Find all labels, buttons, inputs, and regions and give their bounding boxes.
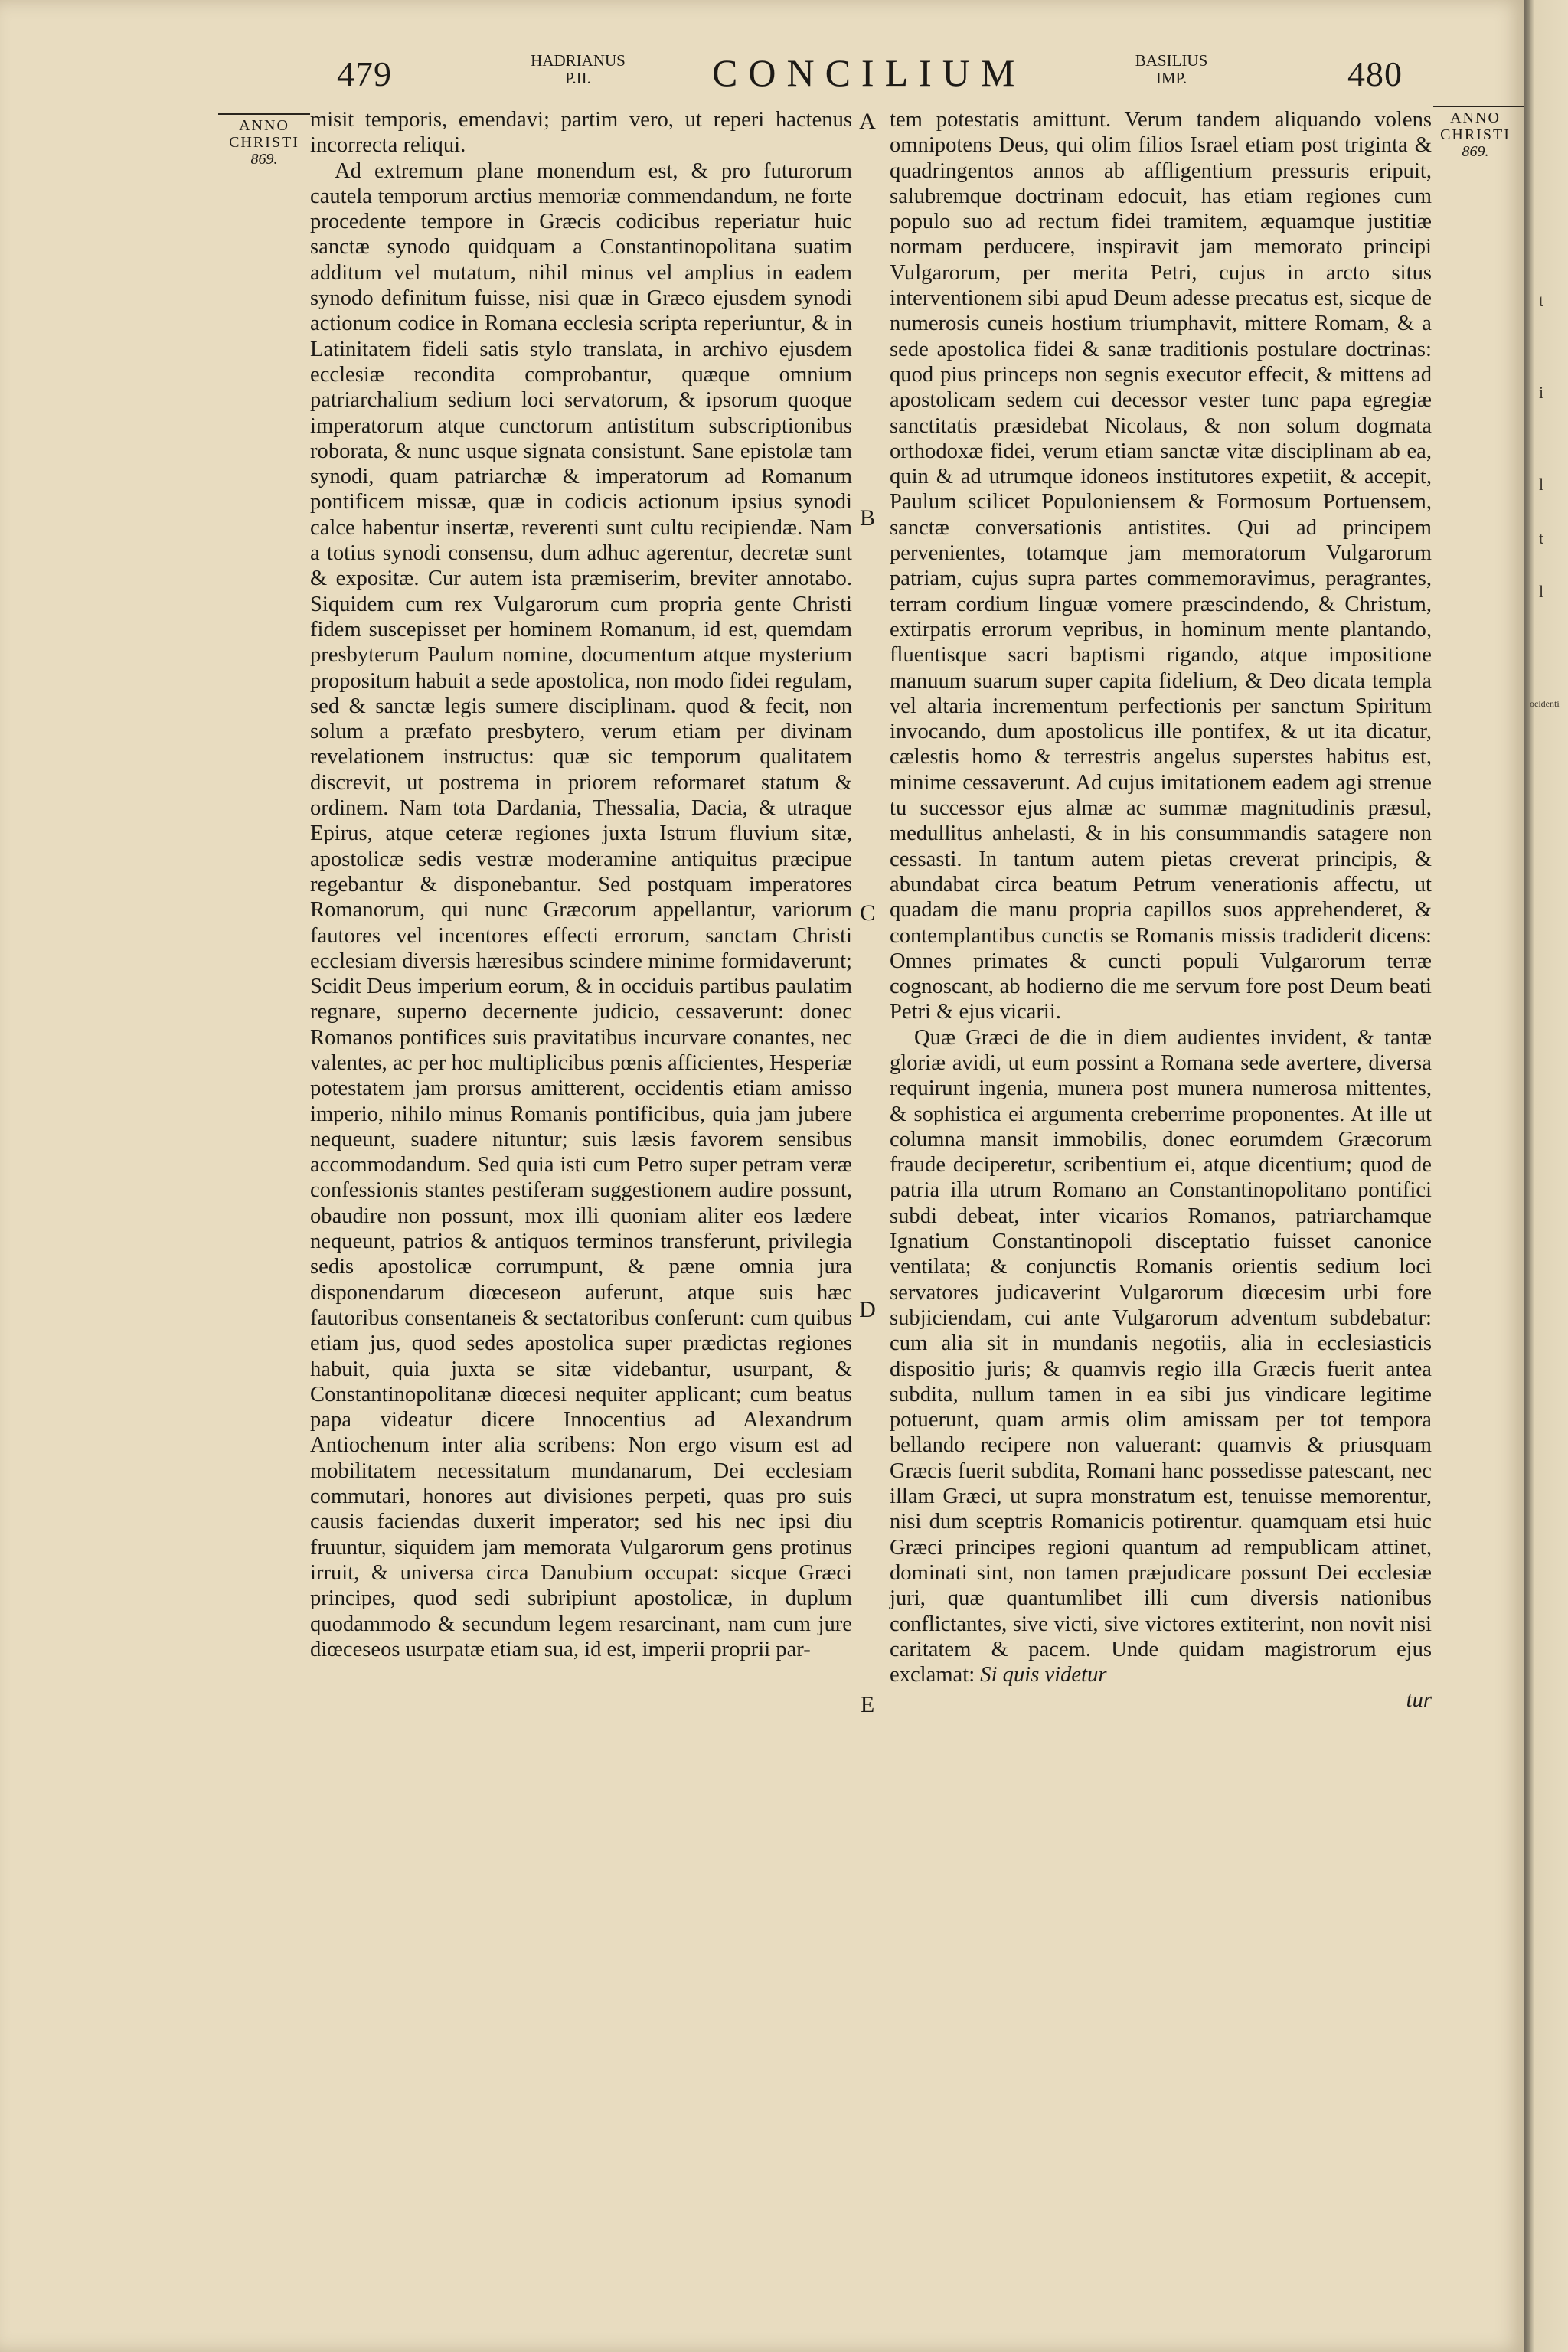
running-head-left-line2: P.II. [565, 69, 591, 87]
edge-letter: t [1539, 528, 1544, 547]
margin-christi: CHRISTI [1440, 126, 1511, 143]
running-head-left-line1: HADRIANUS [531, 51, 626, 70]
edge-letter: t [1539, 291, 1544, 310]
margin-note-left [211, 113, 318, 168]
margin-anno: ANNO [239, 117, 289, 134]
margin-note-right [1433, 106, 1517, 160]
section-letter-c: C [859, 900, 875, 926]
margin-rule [1433, 106, 1525, 107]
left-paragraph-2: Ad extremum plane monendum est, & pro futurorum cautela temporum arctius memoriæ commendandum, ne forte procedente tempore in Græcis codicibus reperiatur huic sanctæ synodo quidquam a Constantinopolitana suatim additum vel mutatum, nihil minus vel amplius in eadem synodo definitum fuisse, nisi quæ in Græco ejusdem synodi actionum codice in Romana ecclesia scripta reperiuntur, & in Latinitatem fideli satis stylo translata, in archivo ejusdem ecclesiæ recondita comprobantur, quæque omnium patriarchalium sedium loci servatorum, & ipsorum quoque imperatorum atque cunctorum antistitum subscriptionibus roborata, & nunc usque signata consistunt. Sane epistolæ tam synodi, quam patriarchæ & imperatorum ad Romanum pontificem missæ, quæ in codicis actionum ipsius synodi calce habentur insertæ, reverenti sunt cultu recipiendæ. Nam a totius synodi consensu, dum adhuc agerentur, decretæ sunt & expositæ. Cur autem ista præmiserim, breviter annotabo. Siquidem cum rex Vulgarorum cum propria gente Christi fidem suscepisset per hominem Romanum, id est, quemdam presbyterum Paulum nomine, documentum atque mysterium propositum habuit a sede apostolica, non modo fidei regulam, sed & sanctæ legis sumere disciplinam. quod & fecit, non solum a præfato presbytero, verum etiam per divinam revelationem instructus: quæ sic temporum qualitatem discrevit, ut postrema in priorem reformaret statum & ordinem. Nam tota Dardania, Thessalia, Dacia, & utraque Epirus, atque ceteræ regiones juxta Istrum fluvium sitæ, apostolicæ sedis vestræ moderamine antiquitus præcipue regebantur & disponebantur. Sed postquam imperatores Romanorum, qui nunc Græcorum appellantur, variorum fautores vel incentores effecti errorum, sanctam Christi ecclesiam diversis hæresibus scindere minime formidaverunt; Scidit Deus imperium eorum, & in occiduis partibus paulatim regnare, superno decernente judicio, cessaverunt: donec Romanos pontifices suis pravitatibus incurvare conantes, nec valentes, ac per hoc multiplicibus pœnis afficientes, Hesperiæ potestatem jam prorsus amitterent, occidentis etiam amisso imperio, nihilo minus Romanis pontificibus, quia jam jubere nequeunt, suadere nituntur; suis læsis favorem sensibus accommodandum. Sed quia isti cum Petro super petram veræ confessionis stantes pestiferam suggestionem audire possunt, obaudire non possunt, mox illi quoniam aliter eos lædere nequeunt, patrios & antiquos terminos transferunt, privilegia sedis apostolicæ corrumpunt, & pæne omnia jura disponendarum diœceseon auferunt, atque suis hæc fautoribus consentaneis & sectatoribus conferunt: cum quibus etiam jus, quod sedes apostolica super prædictas regiones habuit, quia juxta se sitæ videbantur, usurpant, & Constantinopolitanæ diœcesi nequiter applicant; cum beatus papa videatur dicere Innocentius ad Alexandrum Antiochenum inter alia scribens: Non ergo visum est ad mobilitatem necessitatum mundanarum, Dei ecclesiam commutari, honores aut divisiones perpeti, quas pro suis causis faciendas duxerit imperator; sed his nec ipsi diu fruuntur, siquidem jam memorata Vulgarorum gens protinus irruit, & universa circa Danubium occupat: sicque Græci principes, quod sedi subripiunt apostolicæ, in duplum quodammodo & secundum legem resarcinant, nam cum jure diœceseos usurpatæ etiam sua, id est, imperii proprii par- [310, 158, 852, 1661]
left-column [310, 107, 852, 1662]
running-head-right [1110, 52, 1233, 87]
margin-christi: CHRISTI [229, 134, 299, 151]
next-page-edge [1524, 0, 1568, 2352]
edge-annotation: ocidenti [1530, 698, 1560, 709]
margin-year: 869. [1462, 143, 1489, 160]
right-column [890, 107, 1432, 1713]
right-paragraph-1: tem potestatis amittunt. Verum tandem aliquando volens omnipotens Deus, qui olim filios Israel etiam post triginta & quadringentos annos ab affligentium pressuris eripuit, salubremque doctrinam edocuit, has etiam regiones cum populo suo ad rectum fidei tramitem, æquamque justitiæ normam perducere, inspiravit jam memorato principi Vulgarorum, per merita Petri, cujus in arcto situs interventionem sibi apud Deum adesse precatus est, sicque de numerosis cuneis hostium triumphavit, mittere Romam, & a sede apostolica fidei & sanæ traditionis postulare doctrinas: quod pius princeps non segnis executor effecit, & mittens ad apostolicam sedem cui decessor vester tunc papa egregiæ sanctitatis præsidebat Nicolaus, & non solum dogmata orthodoxæ fidei, verum etiam sanctæ vitæ disciplinam ab ea, quin & ad utrumque idoneos institutores expetiit, & accepit, Paulum scilicet Populoniensem & Formosum Portuensem, sanctæ conversationis antistites. Qui ad principem pervenientes, totamque jam memoratorum Vulgarorum patriam, cujus supra partes commemoravimus, peragrantes, terram cordium linguæ vomere præscindendo, & Christum, extirpatis errorum vepribus, in hominum mente plantando, fluentisque sacri baptismi rigando, atque impositione manuum suarum super capita fidelium, & Deo dicata templa vel altaria incrementum perfectionis per sanctum Spiritum invocando, dum apostolicus ille pontifex, & ut ita dicatur, cælestis homo & terrestris angelus superstes habitus est, minime cessaverunt. Ad cujus imitationem eadem agi strenue tu successor ejus almæ ac summæ magnitudinis præsul, medullitus anhelasti, & in his consummandis satagere non cessasti. In tantum autem pietas creverat principis, & abundabat circa beatum Petrum venerationis affectu, ut quadam die manu propria capillos suos apprehenderet, & contemplantibus cunctis se Romanis missis tradiderit dicens: Omnes primates & cuncti populi Vulgarorum terræ cognoscant, ab hodierno die me servum fore post Deum beati Petri & ejus vicarii. [890, 108, 1432, 1024]
running-title: CONCILIUM [712, 51, 1026, 94]
edge-letter: i [1539, 383, 1544, 402]
left-paragraph-1: misit temporis, emendavi; partim vero, ut reperi hactenus incorrecta reliqui. [310, 108, 852, 158]
page-header [0, 31, 1524, 115]
section-letter-b: B [859, 505, 875, 531]
edge-letter: l [1539, 582, 1544, 601]
right-paragraph-2 [890, 1025, 1432, 1688]
running-head-left [513, 52, 643, 87]
margin-rule [218, 113, 310, 115]
running-head-right-line2: IMP. [1155, 69, 1187, 87]
page-number-right: 480 [1348, 54, 1403, 93]
section-letter-e: E [860, 1692, 875, 1717]
page-number-left: 479 [337, 54, 392, 93]
right-paragraph-2-text: Quæ Græci de die in diem audientes invident, & tantæ gloriæ avidi, ut eum possint a Romana sede avertere, diversa requirunt ingenia, munera post munera numerosa mittentes, & sophistica ei argumenta creberrime proponentes. At ille ut columna mansit immobilis, donec eorumdem Græcorum fraude deciperetur, scribentium ei, atque dicentium; quod de patria illa utrum Romano an Constantinopolitano pontifici subdi debeat, inter vicarios Romanos, patriarchamque Ignatium Constantinopoli disceptatio fuisset canonice ventilata; & conjunctis Romanis orientis sedium loci servatores judicaverint Vulgarorum diœcesim urbi fore subjiciendam, cui ante Vulgarorum adventum subdebatur: cum alia sit in mundanis negotiis, alia in ecclesiasticis dispositio juris; & quamvis regio illa Græcis fuerit antea subdita, nullum tamen in ea sibi jus vindicare legitime potuerunt, quam armis olim amissam per tot tempora bellando recipere non valuerant: quamvis & priusquam Græcis fuerit subdita, Romani hanc possedisse patescant, nec illam Græci, ut supra monstratum est, tenuisse memorentur, nisi dum sceptris Romanicis potirentur. quamquam etsi huic Græci principes regioni quantum ad rempublicam attinet, dominati sint, non tamen præjudicare possunt Dei ecclesiæ juri, quæ quantumlibet illi cum diversis nationibus conflictantes, sive victi, sive victores extiterint, non novit nisi caritatem & pacem. Unde quidam magistrorum ejus exclamat: [890, 1025, 1432, 1687]
catchword: tur [1406, 1688, 1432, 1713]
margin-anno: ANNO [1450, 109, 1501, 126]
section-letter-d: D [859, 1297, 876, 1322]
margin-year: 869. [250, 151, 278, 168]
running-head-right-line1: BASILIUS [1135, 51, 1208, 70]
italic-quote-start: Si quis videtur [980, 1663, 1107, 1687]
edge-letter: l [1539, 475, 1544, 494]
section-letter-a: A [859, 109, 876, 134]
